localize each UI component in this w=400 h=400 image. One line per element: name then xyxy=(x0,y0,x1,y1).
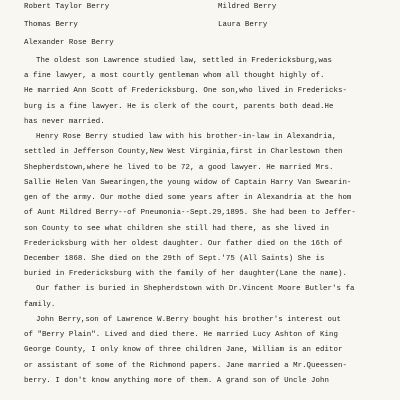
paragraph-line: a fine lawyer, a most courtly gentleman whom all thought highly of. xyxy=(24,72,325,81)
paragraph-line: George County, I only know of three children Jane, William is an editor xyxy=(24,346,343,355)
paragraph-line: Fredericksburg with her oldest daughter. Our father died on the 16th of xyxy=(24,239,343,248)
paragraph-line: burg is a fine lawyer. He is clerk of the court, parents both dead.He xyxy=(24,102,334,111)
paragraph-line: He married Ann Scott of Fredericksburg. One son,who lived in Fredericks- xyxy=(24,87,347,96)
paragraph-line: settled in Jefferson County,New West Virginia,first in Charlestown then xyxy=(24,148,343,157)
paragraph-line: has never married. xyxy=(24,117,105,126)
paragraph-line: Shepherdstown,where he lived to be 72, a good lawyer. He married Mrs. xyxy=(24,163,334,172)
paragraph-line: berry. I don't know anything more of them. A grand son of Uncle John xyxy=(24,376,329,385)
name-mildred-berry: Mildred Berry xyxy=(218,3,277,11)
paragraph-line: Sallie Helen Van Swearingen,the young widow of Captain Harry Van Swearin- xyxy=(24,178,352,187)
paragraph-line: The oldest son Lawrence studied law, settled in Fredericksburg,was xyxy=(36,57,333,65)
name-laura-berry: Laura Berry xyxy=(218,21,268,29)
paragraph-line: John Berry,son of Lawrence W.Berry bought his brother's interest out xyxy=(36,315,341,324)
name-thomas-berry: Thomas Berry xyxy=(24,21,78,29)
paragraph-line: or assistant of some of the Richmond papers. Jane married a Mr.Queessen- xyxy=(24,361,347,370)
paragraph-line: family. xyxy=(24,300,56,309)
paragraph-line: of "Berry Plain". Lived and died there. He married Lucy Ashton of King xyxy=(24,331,338,340)
name-alexander-rose-berry: Alexander Rose Berry xyxy=(24,39,114,47)
paragraph-line: December 1868. She died on the 29th of Sept.'75 (All Saints) She is xyxy=(24,254,325,263)
paragraph-line: Our father is buried in Shepherdstown with Dr.Vincent Moore Butler's fa xyxy=(36,285,355,294)
paragraph-line: buried in Fredericksburg with the family of her daughter(Lane the name). xyxy=(24,270,347,279)
paragraph-line: gen of the army. Our mothe died some years after in Alexandria at the hom xyxy=(24,194,352,203)
paragraph-line: son County to see what children she still had there, as she lived in xyxy=(24,224,329,233)
paragraph-line: of Aunt Mildred Berry--of Pneumonia--Sept.29,1895. She had been to Jeffer- xyxy=(24,209,356,218)
paragraph-line: Henry Rose Berry studied law with his brother-in-law in Alexandria, xyxy=(36,133,337,142)
name-robert-taylor-berry: Robert Taylor Berry xyxy=(24,3,110,11)
